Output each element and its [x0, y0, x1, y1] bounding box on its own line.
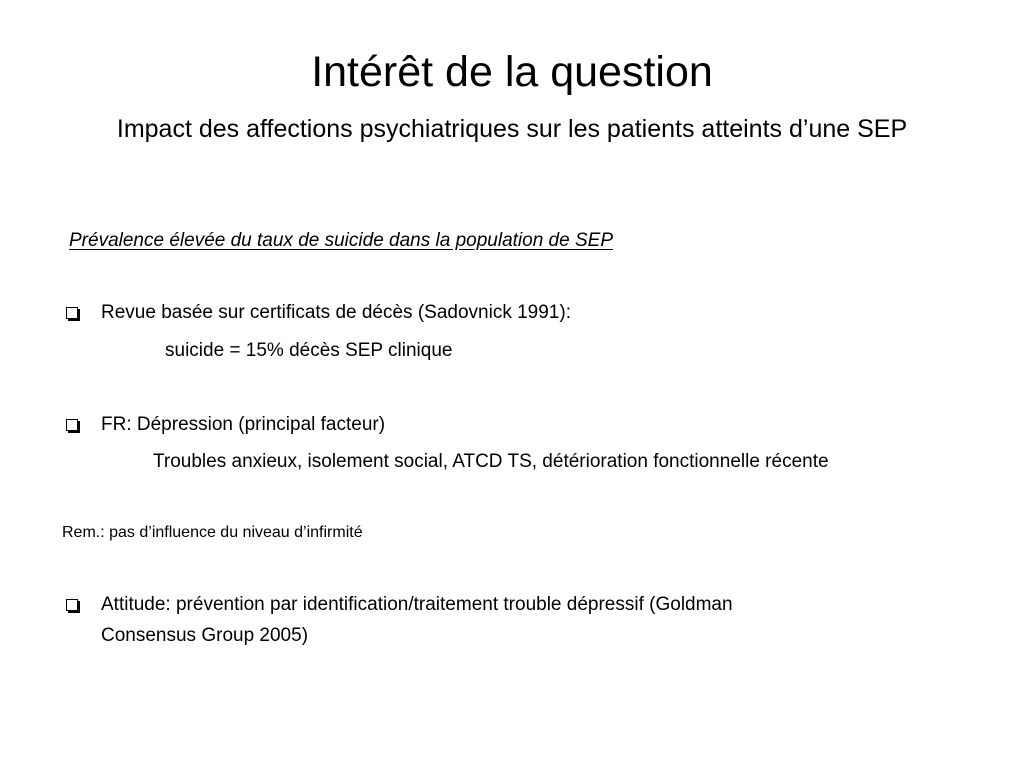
- bullet-1-subline: suicide = 15% décès SEP clinique: [165, 340, 453, 361]
- checkbox-bullet-icon: [66, 599, 78, 611]
- bullet-3-line-2: Consensus Group 2005): [101, 625, 309, 646]
- checkbox-bullet-icon: [66, 307, 78, 319]
- slide-title: Intérêt de la question: [311, 48, 713, 96]
- slide-subtitle: Impact des affections psychiatriques sur les patients atteints d’une SEP: [116, 115, 908, 143]
- bullet-1-text: Revue basée sur certificats de décès (Sadovnick 1991):: [101, 302, 571, 323]
- section-heading: Prévalence élevée du taux de suicide dans la population de SEP: [69, 230, 613, 251]
- checkbox-bullet-icon: [66, 419, 78, 431]
- bullet-2-text: FR: Dépression (principal facteur): [101, 414, 386, 435]
- bullet-3-line-1: Attitude: prévention par identification/traitement trouble dépressif (Goldman: [101, 594, 733, 615]
- bullet-2-subline: Troubles anxieux, isolement social, ATCD TS, détérioration fonctionnelle récente: [153, 451, 829, 472]
- remark-text: Rem.: pas d’influence du niveau d’infirmité: [62, 524, 363, 541]
